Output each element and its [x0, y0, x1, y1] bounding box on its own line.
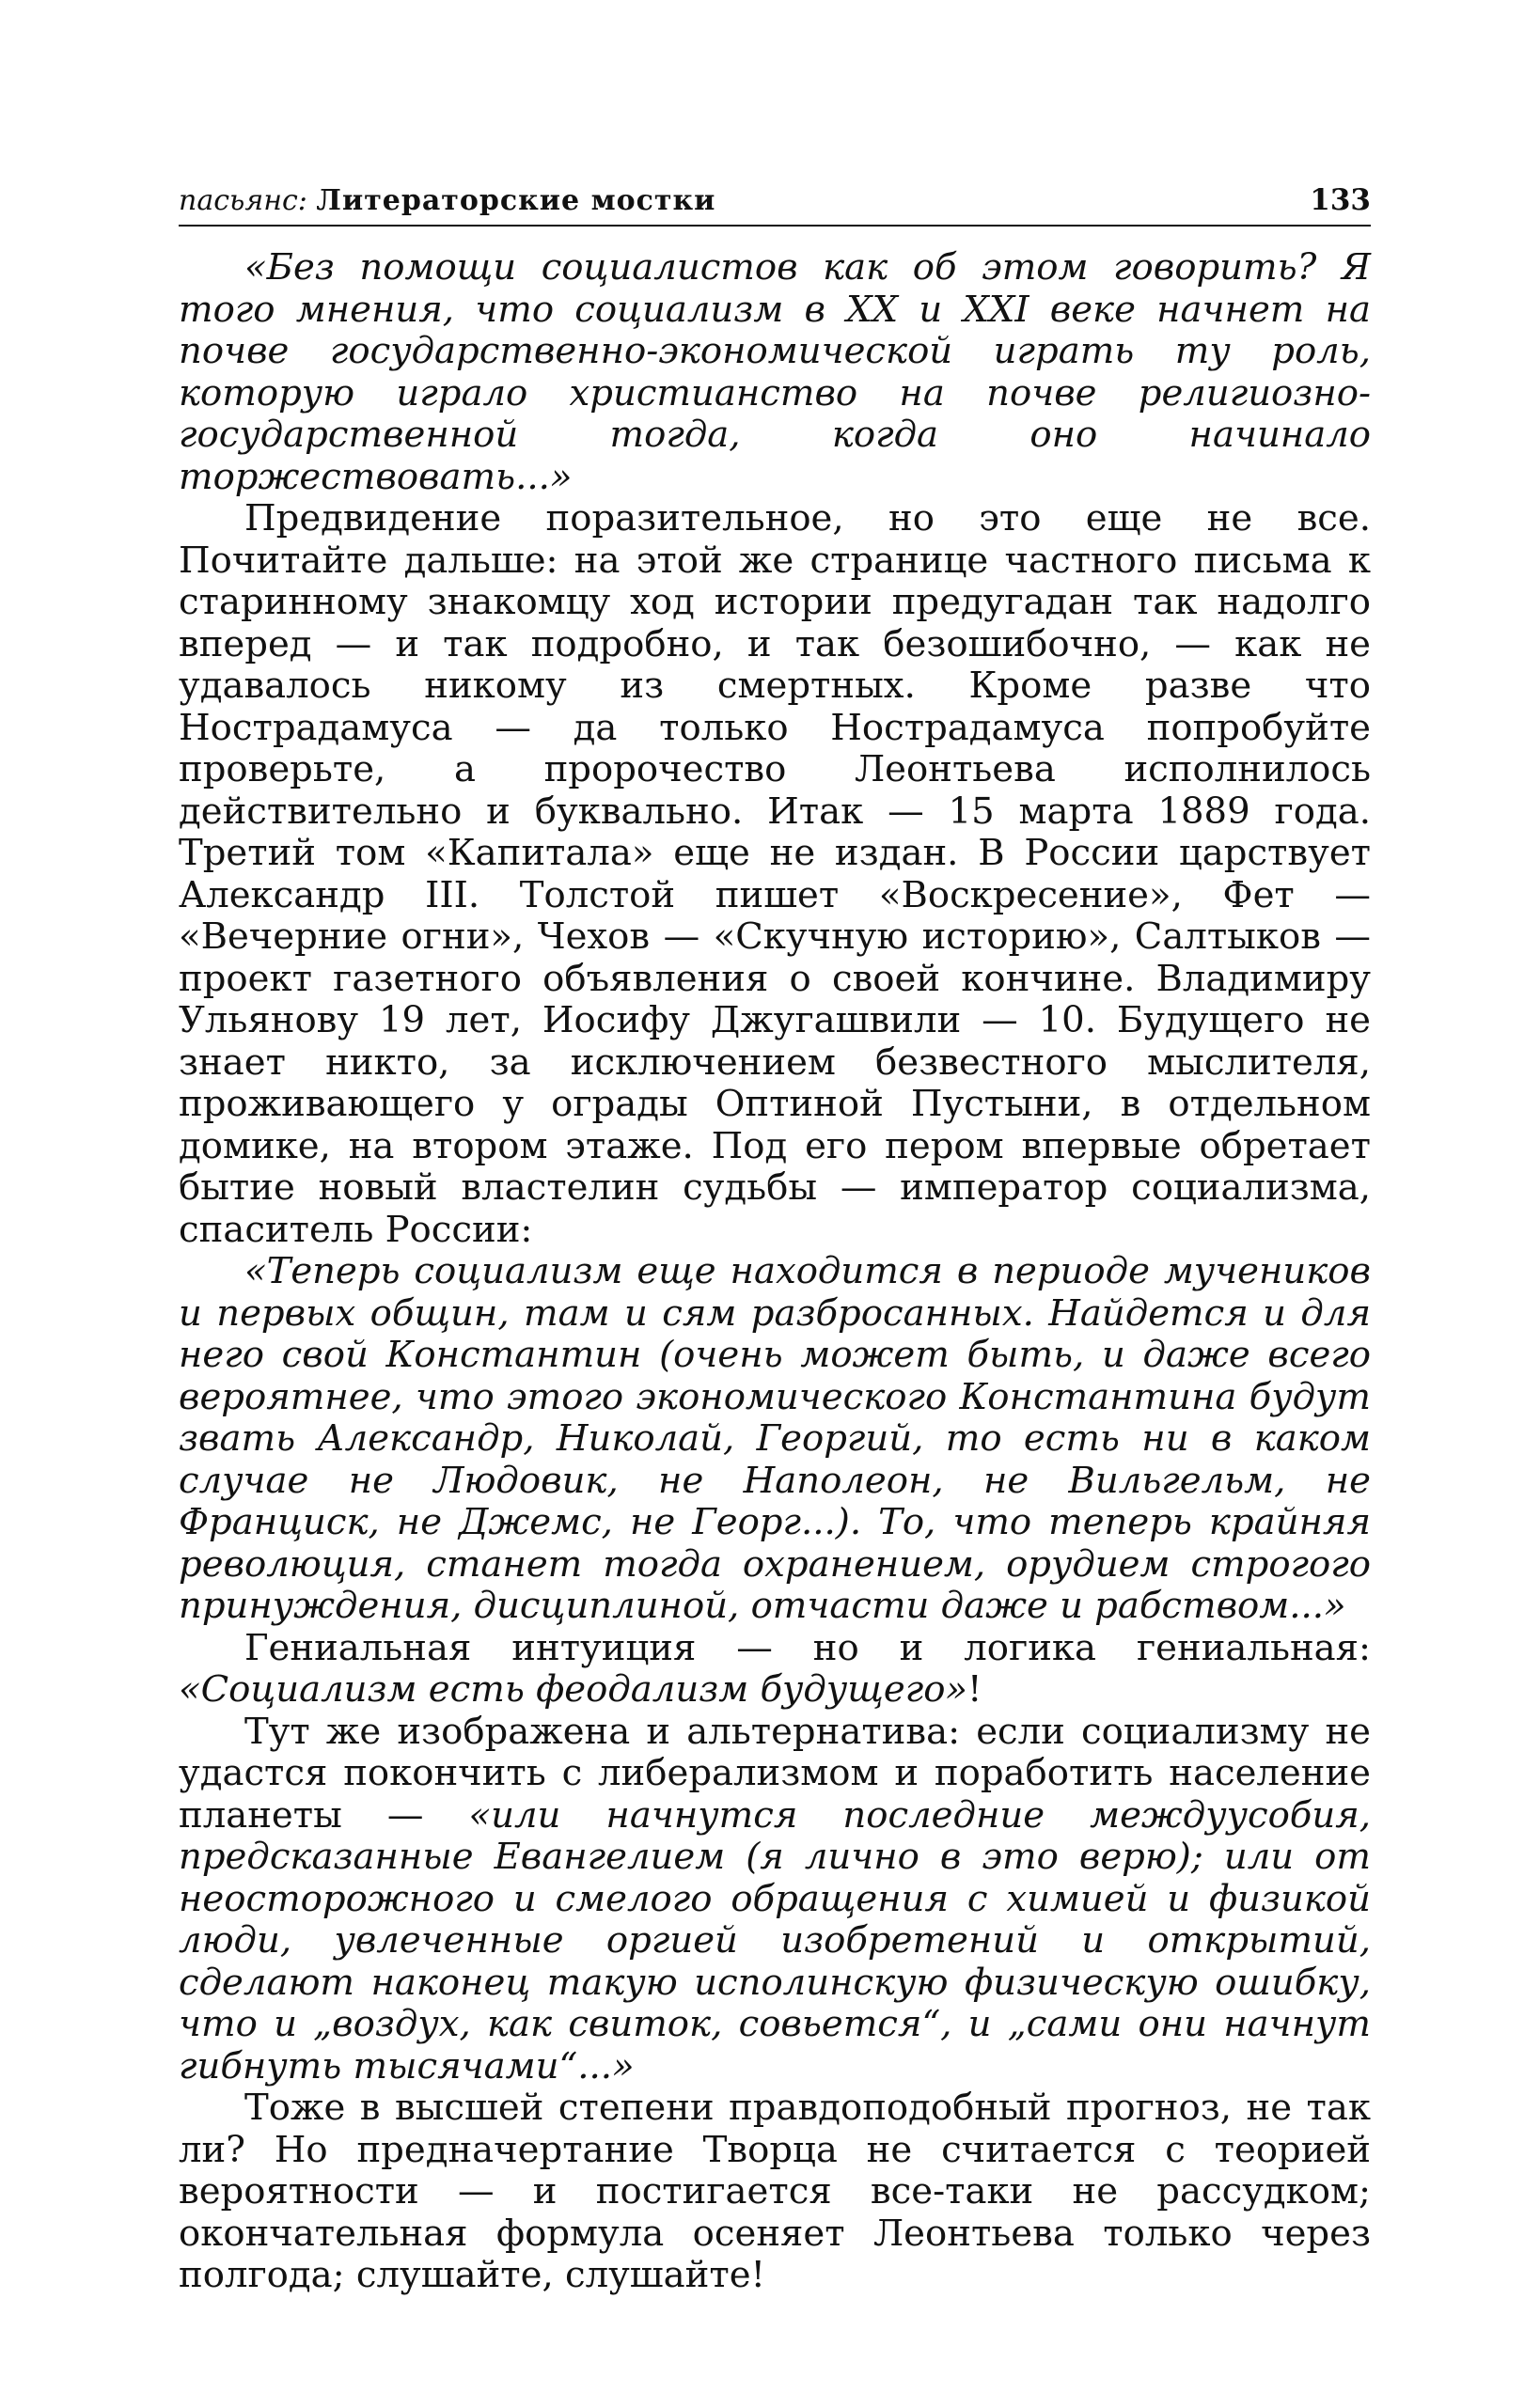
- quote-segment: «Теперь социализм еще находится в периоде мучеников и первых общин, там и сям разбросанных. Найдется и для него свой Константин (очень может быть, и даже всего вероятнее, что этого экономического Константина будут звать Александр, Николай, Георгий, то есть ни в каком случае не Людовик, не Наполеон, не Вильгельм, не Франциск, не Джемс, не Георг...). То, что теперь крайняя революция, станет тогда охранением, орудием строгого принуждения, дисциплиной, отчасти даже и рабством...»: [179, 1250, 1371, 1627]
- paragraph-6: [179, 2087, 1371, 2297]
- paragraph-1: [179, 247, 1371, 498]
- paragraph-5: [179, 1712, 1371, 2088]
- page-number: 133: [1310, 183, 1371, 217]
- text-segment: Гениальная интуиция — но и логика гениальная:: [244, 1626, 1371, 1669]
- paragraph-3: [179, 1251, 1371, 1628]
- text-segment: !: [967, 1668, 982, 1711]
- book-page: [179, 183, 1371, 2297]
- quote-segment: «Социализм есть феодализм будущего»: [179, 1668, 968, 1711]
- text-segment: Тоже в высшей степени правдоподобный прогноз, не так ли? Но предначертание Творца не считается с теорией вероятности — и постигается все-таки не рассудком; окончательная формула осеняет Леонтьева только через полгода; слушайте, слушайте!: [179, 2087, 1371, 2296]
- paragraph-2: [179, 498, 1371, 1251]
- running-header-left: [179, 184, 715, 217]
- body-text: [179, 247, 1371, 2297]
- series-label: пасьянс:: [179, 184, 307, 217]
- text-segment: Предвидение поразительное, но это еще не все. Почитайте дальше: на этой же странице частного письма к старинному знакомцу ход истории предугадан так надолго вперед — и так подробно, и так безошибочно, — как не удавалось никому из смертных. Кроме разве что Нострадамуса — да только Нострадамуса попробуйте проверьте, а пророчество Леонтьева исполнилось действительно и буквально. Итак — 15 марта 1889 года. Третий том «Капитала» еще не издан. В России царствует Александр III. Толстой пишет «Воскресение», Фет — «Вечерние огни», Чехов — «Скучную историю», Салтыков — проект газетного объявления о своей кончине. Владимиру Ульянову 19 лет, Иосифу Джугашвили — 10. Будущего не знает никто, за исключением безвестного мыслителя, проживающего у ограды Оптиной Пустыни, в отдельном домике, на втором этаже. Под его пером впервые обретает бытие новый властелин судьбы — император социализма, спаситель России:: [179, 497, 1371, 1251]
- quote-segment: «или начнутся последние междуусобия, предсказанные Евангелием (я лично в это верю); или от неосторожного и смелого обращения с химией и физикой люди, увлеченные оргией изобретений и открытий, сделают наконец такую исполинскую физическую ошибку, что и „воздух, как свиток, совьется“, и „сами они начнут гибнуть тысячами“...»: [179, 1793, 1371, 2087]
- section-title: Литераторские мостки: [316, 184, 716, 217]
- running-header: [179, 183, 1371, 227]
- paragraph-4: [179, 1628, 1371, 1712]
- text-segment: Тут же изображена и альтернатива: если социализму не удастся покончить с либерализмом и поработить население планеты —: [179, 1710, 1371, 1837]
- quote-segment: «Без помощи социалистов как об этом говорить? Я того мнения, что социализм в XX и XXI веке начнет на почве государственно-экономической играть ту роль, которую играло христианство на почве религиозно-государственной тогда, когда оно начинало торжествовать...»: [179, 246, 1371, 498]
